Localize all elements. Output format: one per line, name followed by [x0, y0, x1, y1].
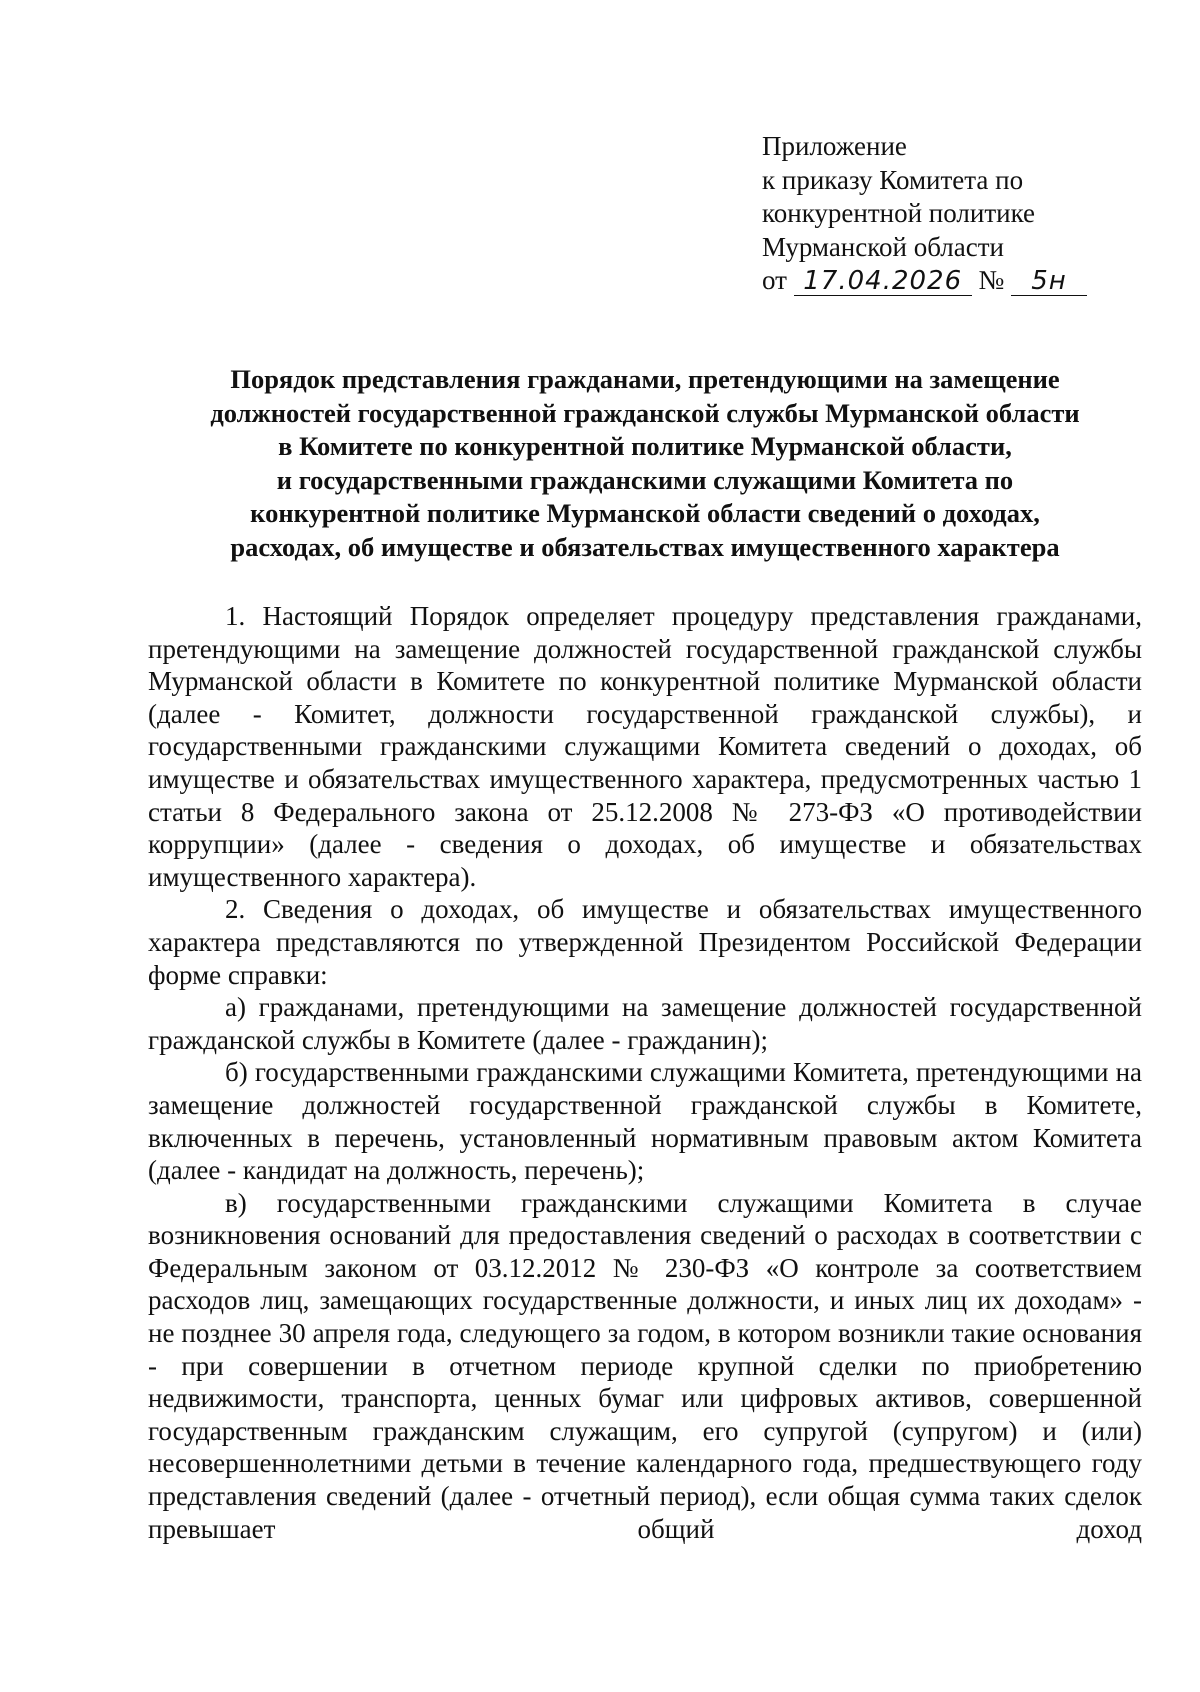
subparagraph-b: б) государственными гражданскими служащими Комитета, претендующими на замещение должностей государственной гражданской службы в Комитете, включенных в перечень, установленный нормативным правовым актом Комитета (далее - кандидат на должность, перечень); — [148, 1057, 1142, 1186]
title-line-5: конкурентной политике Мурманской области сведений о доходах, — [250, 498, 1040, 528]
subparagraph-v: в) государственными гражданскими служащими Комитета в случае возникновения оснований для предоставления сведений о расходах в соответствии с Федеральным законом от 03.12.2012 № 230-ФЗ «О контроле за соответствием расходов лиц, замещающих государственные должности, и иных лиц их доходам» - не позднее 30 апреля года, следующего за годом, в котором возникли такие основания - при совершении в отчетном периоде крупной сделки по приобретению недвижимости, транспорта, ценных бумаг или цифровых активов, совершенной государственным гражданским служащим, его супругой (супругом) и (или) несовершеннолетними детьми в течение календарного года, предшествующего году представления сведений (далее - отчетный период), если общая сумма таких сделок превышает общий доход — [148, 1187, 1142, 1544]
handwritten-number: 5н — [1011, 267, 1087, 296]
paragraph-1: 1. Настоящий Порядок определяет процедуру представления гражданами, претендующими на замещение должностей государственной гражданской службы Мурманской области в Комитете по конкурентной политике Мурманской области (далее - Комитет, должности государственной гражданской службы), и государственными гражданскими служащими Комитета сведений о доходах, об имуществе и обязательствах имущественного характера, предусмотренных частью 1 статьи 8 Федерального закона от 25.12.2008 № 273-ФЗ «О противодействии коррупции» (далее - сведения о доходах, об имуществе и обязательствах имущественного характера). — [148, 601, 1142, 892]
appendix-line-1: Приложение — [762, 131, 907, 161]
appendix-header — [762, 130, 1087, 298]
appendix-line-3: конкурентной политике — [762, 198, 1036, 228]
paragraph-2: 2. Сведения о доходах, об имуществе и обязательствах имущественного характера представляются по утвержденной Президентом Российской Федерации форме справки: — [148, 894, 1142, 990]
title-line-4: и государственными гражданскими служащими Комитета по — [276, 464, 1014, 495]
number-prefix: № — [978, 265, 1005, 295]
document-title — [148, 363, 1142, 564]
title-line-6: расходах, об имуществе и обязательствах имущественного характера — [230, 531, 1060, 562]
title-line-1: Порядок представления гражданами, претендующими на замещение — [230, 364, 1060, 394]
appendix-line-2: к приказу Комитета по — [762, 164, 1024, 195]
appendix-line-4: Мурманской области — [762, 231, 1004, 262]
title-line-2: должностей государственной гражданской службы Мурманской области — [210, 397, 1080, 428]
subparagraph-a: а) гражданами, претендующими на замещение должностей государственной гражданской службы в Комитете (далее - гражданин); — [148, 992, 1142, 1055]
handwritten-date: 17.04.2026 — [794, 267, 972, 296]
document-body — [148, 600, 1142, 1545]
order-date-line — [762, 264, 1087, 298]
date-prefix: от — [762, 265, 787, 295]
title-line-3: в Комитете по конкурентной политике Мурманской области, — [278, 431, 1012, 461]
